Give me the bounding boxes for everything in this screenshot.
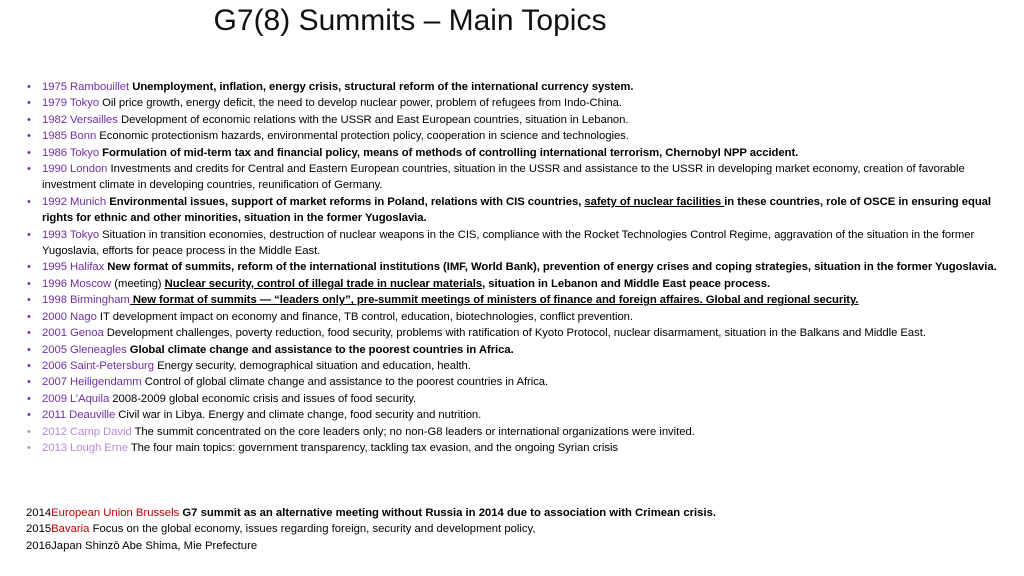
bullet-icon: • [27, 441, 31, 454]
list-item [22, 161, 997, 194]
summit-year: 2000 Nago [42, 310, 97, 323]
bullet-icon: • [27, 409, 31, 422]
list-item [22, 145, 997, 161]
summit-year: 2014 [26, 507, 52, 519]
summit-topics-underlined: Nuclear security, control of illegal trade in nuclear materials [164, 277, 483, 290]
bullet-icon: • [27, 81, 31, 93]
summit-topics: G7 summit as an alternative meeting without Russia in 2014 due to association with Crimean crisis. [179, 507, 717, 519]
bullet-icon: • [27, 327, 31, 340]
bullet-icon: • [27, 359, 31, 372]
summit-topics: Investments and credits for Central and Eastern European countries, situation in the USSR and assistance to the USSR in developing market economy, creation of favorable investment climate in developing countries, reunification of Germany. [42, 163, 965, 192]
summit-topics: Environmental issues, support of market reforms in Poland, relations with CIS countries, [106, 195, 585, 208]
summit-place: European Union Brussels [51, 507, 180, 519]
summit-year: 1985 Bonn [42, 130, 97, 143]
summit-year: 2009 L’Aquila [42, 392, 110, 405]
summit-topics: 2008-2009 global economic crisis and issues of food security. [109, 392, 417, 405]
summit-topics-cont: , situation in Lebanon and Middle East peace process. [482, 277, 771, 290]
summit-year: 1998 Birmingham [42, 294, 130, 307]
bullet-icon: • [27, 376, 31, 389]
list-item [22, 259, 997, 275]
summit-topics: Oil price growth, energy deficit, the need to develop nuclear power, problem of refugees from Indo-China. [99, 97, 622, 110]
summit-year: 2012 Camp David [42, 425, 132, 438]
summit-topics: Formulation of mid-term tax and financial policy, means of methods of controlling international terrorism, Chernobyl NPP accident. [99, 146, 799, 159]
bullet-icon: • [27, 425, 31, 438]
list-item [22, 292, 997, 308]
summit-topics: Energy security, demographical situation and education, health. [154, 359, 471, 372]
bullet-icon: • [27, 146, 31, 159]
list-item [22, 374, 997, 390]
bullet-icon: • [27, 294, 31, 307]
list-item [22, 391, 997, 407]
list-item [24, 538, 1014, 554]
summit-year: 1975 Rambouillet [42, 81, 130, 93]
summit-topics: Control of global climate change and assistance to the poorest countries in Africa. [141, 376, 549, 389]
list-item [22, 440, 997, 456]
bullet-icon: • [27, 310, 31, 323]
bullet-icon: • [27, 195, 31, 208]
summit-year: 2011 Deauville [42, 409, 116, 422]
list-item [22, 358, 997, 374]
summit-year: 1986 Tokyo [42, 146, 100, 159]
summit-year: 1992 Munich [42, 195, 107, 208]
summit-year: 1995 Halifax [42, 261, 105, 274]
recent-summits [24, 505, 1014, 554]
summit-topics: Development of economic relations with the USSR and East European countries, situation in Lebanon. [117, 113, 629, 126]
list-item [22, 424, 997, 440]
summit-year: 1996 Moscow [42, 277, 112, 290]
summit-topics: IT development impact on economy and finance, TB control, education, biotechnologies, conflict prevention. [96, 310, 634, 323]
bullet-icon: • [27, 113, 31, 126]
summit-topics: The four main topics: government transparency, tackling tax evasion, and the ongoing Syrian crisis [127, 441, 619, 454]
summit-year: 1979 Tokyo [42, 97, 100, 110]
summit-year: 2015 [26, 523, 52, 536]
summit-topics: Civil war in Libya. Energy and climate change, food security and nutrition. [115, 409, 482, 422]
summit-topics: Economic protectionism hazards, environmental protection policy, cooperation in science and technologies. [96, 130, 629, 143]
summit-year: 2013 Lough Erne [42, 441, 128, 454]
list-item [22, 325, 997, 341]
bullet-icon: • [27, 130, 31, 143]
summit-year: 2016 [26, 539, 52, 552]
summit-topics: New format of summits, reform of the international institutions (IMF, World Bank), prevention of energy crises and coping strategies, situation in the former Yugoslavia. [104, 261, 997, 274]
summit-year: 2005 Gleneagles [42, 343, 127, 356]
summit-year: 1993 Tokyo [42, 228, 100, 241]
bullet-icon: • [27, 97, 31, 110]
summit-year: 1982 Versailles [42, 113, 118, 126]
bullet-icon: • [27, 163, 31, 176]
summit-topics-underlined: safety of nuclear facilities [584, 195, 725, 208]
summit-year: 2007 Heiligendamm [42, 376, 142, 389]
summit-year: 2001 Genoa [42, 327, 104, 340]
summit-year: 1990 London [42, 163, 108, 176]
list-item [22, 407, 997, 423]
summit-topics: Focus on the global economy, issues regarding foreign, security and development policy, [89, 523, 536, 536]
list-item [22, 79, 997, 95]
summit-meeting-note: (meeting) [111, 277, 165, 290]
bullet-icon: • [27, 228, 31, 241]
summit-topics: Global climate change and assistance to the poorest countries in Africa. [126, 343, 514, 356]
bullet-icon: • [27, 261, 31, 274]
list-item [22, 112, 997, 128]
list-item [22, 227, 997, 260]
list-item [24, 521, 1014, 537]
summit-topics: The summit concentrated on the core leaders only; no non-G8 leaders or international organizations were invited. [131, 425, 695, 438]
list-item [22, 194, 997, 227]
list-item [22, 309, 997, 325]
summit-year: 2006 Saint-Petersburg [42, 359, 154, 372]
bullet-icon: • [27, 277, 31, 290]
bullet-icon: • [27, 392, 31, 405]
summit-topics-cont: in these countries, role of OSCE in ensuring equal rights for ethnic and other minorities, situation in the former Yugoslavia. [42, 195, 991, 225]
bullet-icon: • [27, 343, 31, 356]
list-item [22, 95, 997, 111]
page-title: G7(8) Summits – Main Topics [213, 4, 607, 37]
summit-topics: Situation in transition economies, destruction of nuclear weapons in the CIS, compliance with the Rocket Technologies Control Regime, aggravation of the situation in the former Yugoslavia, efforts for peace process in the Middle East. [42, 228, 975, 258]
list-item [22, 276, 997, 292]
list-item [22, 128, 997, 144]
summit-place: Bavaria [51, 523, 90, 536]
list-item [22, 342, 997, 358]
summit-topics-underlined: New format of summits — “leaders only”, pre-summit meetings of ministers of finance and foreign affaires. Global and regional security. [129, 294, 859, 307]
summit-place: Japan Shinzō Abe Shima, Mie Prefecture [51, 539, 258, 552]
summit-topics: Development challenges, poverty reduction, food security, problems with ratification of Kyoto Protocol, nuclear disarmament, situation in the Balkans and Middle East. [103, 327, 926, 340]
summit-topics: Unemployment, inflation, energy crisis, structural reform of the international currency system. [129, 81, 634, 93]
list-item [24, 505, 1014, 521]
summit-list [22, 79, 997, 456]
